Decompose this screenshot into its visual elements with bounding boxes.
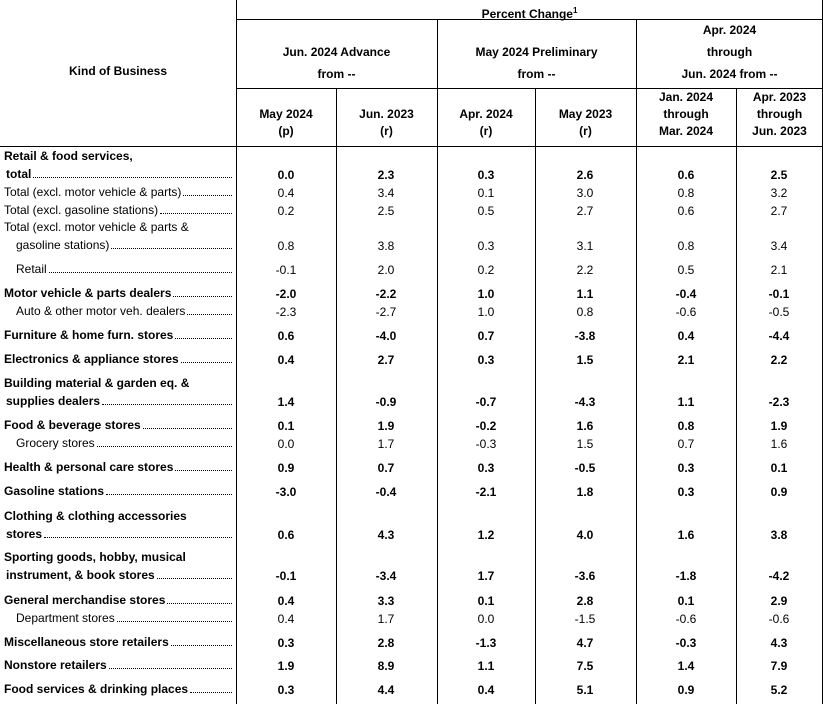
row-label	[4, 327, 232, 344]
row-label	[4, 219, 189, 236]
row-label-text: Retail & food services,	[4, 149, 133, 163]
col-header-4	[535, 106, 636, 140]
value-cell: 2.7	[377, 353, 395, 367]
row-label-text: total	[6, 167, 32, 181]
value-cell: -3.0	[275, 485, 297, 499]
row-label-text: Health & personal care stores	[4, 460, 174, 474]
col-header-4-line1: May 2023	[558, 107, 613, 121]
value-cell: 1.0	[477, 287, 495, 301]
value-cell: -2.7	[375, 305, 397, 319]
value-cell: 0.9	[277, 461, 295, 475]
value-cell: 7.9	[770, 659, 788, 673]
col-header-5	[636, 89, 736, 140]
row-label-text: Department stores	[16, 611, 115, 625]
dot-leader	[171, 636, 232, 646]
col-header-1	[236, 106, 336, 140]
row-label-text: gasoline stations)	[16, 238, 110, 252]
row-label-continued	[4, 237, 232, 254]
group2-line2: from --	[517, 67, 556, 81]
value-cell: 3.8	[770, 528, 788, 542]
dot-leader	[157, 569, 232, 579]
value-cell: 2.7	[770, 204, 788, 218]
value-cell: -0.1	[768, 287, 790, 301]
value-cell: 0.4	[277, 612, 295, 626]
value-cell: 0.3	[277, 636, 295, 650]
value-cell: -4.3	[574, 395, 596, 409]
col-header-1-line2: (p)	[278, 124, 294, 138]
row-label-continued	[4, 567, 232, 584]
value-cell: 8.9	[377, 659, 395, 673]
value-cell: 1.4	[677, 659, 695, 673]
value-cell: 3.3	[377, 594, 395, 608]
value-cell: -0.6	[675, 612, 697, 626]
row-label-text: Total (excl. motor vehicle & parts &	[4, 220, 189, 234]
value-cell: 1.5	[576, 353, 594, 367]
value-cell: 1.4	[277, 395, 295, 409]
dot-leader	[175, 329, 232, 339]
group1-line1: Jun. 2024 Advance	[282, 45, 391, 59]
dot-leader	[187, 305, 232, 315]
col-header-6-line1: Apr. 2023	[752, 90, 807, 104]
value-cell: -0.6	[675, 305, 697, 319]
row-label	[4, 681, 232, 698]
row-label-text: Food services & drinking places	[4, 682, 189, 696]
row-label	[4, 202, 232, 219]
dot-leader	[117, 612, 232, 622]
group1-line2: from --	[317, 67, 356, 81]
value-cell: 2.0	[377, 263, 395, 277]
value-cell: 2.8	[377, 636, 395, 650]
value-cell: 2.7	[576, 204, 594, 218]
value-cell: -0.5	[768, 305, 790, 319]
value-cell: 1.6	[770, 437, 788, 451]
value-cell: 1.9	[377, 419, 395, 433]
row-label-text: Electronics & appliance stores	[4, 352, 179, 366]
value-cell: 1.7	[377, 612, 395, 626]
value-cell: 0.1	[677, 594, 695, 608]
value-cell: -2.1	[475, 485, 497, 499]
value-cell: 0.8	[677, 186, 695, 200]
value-cell: 1.6	[576, 419, 594, 433]
row-label-text: Miscellaneous store retailers	[4, 635, 169, 649]
value-cell: -0.9	[375, 395, 397, 409]
value-cell: 2.5	[770, 168, 788, 182]
row-label-text: Clothing & clothing accessories	[4, 509, 187, 523]
value-cell: 0.4	[477, 683, 495, 697]
value-cell: 0.8	[677, 419, 695, 433]
value-cell: 0.3	[477, 461, 495, 475]
value-cell: 3.4	[377, 186, 395, 200]
value-cell: 2.5	[377, 204, 395, 218]
value-cell: -0.1	[275, 263, 297, 277]
value-cell: 0.3	[477, 168, 495, 182]
row-label	[4, 261, 232, 278]
value-cell: 0.1	[277, 419, 295, 433]
row-label	[4, 375, 189, 392]
value-cell: -0.7	[475, 395, 497, 409]
value-cell: 0.1	[477, 186, 495, 200]
value-cell: -4.4	[768, 329, 790, 343]
percent-change-header	[236, 2, 823, 23]
value-cell: -1.3	[475, 636, 497, 650]
value-cell: 0.2	[277, 204, 295, 218]
value-cell: -0.3	[675, 636, 697, 650]
value-cell: 4.7	[576, 636, 594, 650]
dot-leader	[109, 659, 232, 669]
header-bottom-rule	[0, 146, 823, 147]
row-label-text: Food & beverage stores	[4, 418, 141, 432]
value-cell: -0.5	[574, 461, 596, 475]
dot-leader	[143, 419, 232, 429]
value-cell: 0.4	[277, 353, 295, 367]
row-label	[4, 148, 133, 165]
value-cell: 4.3	[770, 636, 788, 650]
percent-change-title: Percent Change	[481, 7, 573, 21]
dot-leader	[175, 461, 232, 471]
col-header-6-line2: through	[756, 107, 803, 121]
value-cell: 0.4	[277, 186, 295, 200]
col-header-2	[336, 106, 437, 140]
value-cell: 1.8	[576, 485, 594, 499]
row-label-text: Retail	[16, 262, 47, 276]
value-cell: 4.0	[576, 528, 594, 542]
row-label-text: Total (excl. motor vehicle & parts)	[4, 185, 182, 199]
dot-leader	[190, 683, 232, 693]
dot-leader	[111, 239, 232, 249]
value-cell: 0.3	[677, 461, 695, 475]
column-divider	[736, 88, 737, 704]
col-header-4-line2: (r)	[579, 124, 592, 138]
value-cell: -3.6	[574, 569, 596, 583]
value-cell: 1.5	[576, 437, 594, 451]
row-label-text: supplies dealers	[6, 394, 101, 408]
dot-leader	[106, 485, 232, 495]
value-cell: -0.3	[475, 437, 497, 451]
value-cell: 3.2	[770, 186, 788, 200]
value-cell: -0.6	[768, 612, 790, 626]
row-label-text: Furniture & home furn. stores	[4, 328, 174, 342]
value-cell: 0.3	[277, 683, 295, 697]
value-cell: 2.6	[576, 168, 594, 182]
value-cell: 4.4	[377, 683, 395, 697]
group2-line1: May 2024 Preliminary	[475, 45, 598, 59]
row-label	[4, 459, 232, 476]
value-cell: 4.3	[377, 528, 395, 542]
dot-leader	[33, 168, 232, 178]
row-label-text: General merchandise stores	[4, 593, 166, 607]
row-label	[4, 303, 232, 320]
row-label	[4, 351, 232, 368]
value-cell: -0.4	[375, 485, 397, 499]
col-header-6	[736, 89, 823, 140]
value-cell: 1.1	[677, 395, 695, 409]
value-cell: 0.4	[677, 329, 695, 343]
row-label-text: Sporting goods, hobby, musical	[4, 550, 186, 564]
value-cell: 0.8	[677, 239, 695, 253]
col-header-6-line3: Jun. 2023	[752, 124, 807, 138]
value-cell: 0.4	[277, 594, 295, 608]
footnote-marker: 1	[572, 6, 578, 15]
value-cell: -3.4	[375, 569, 397, 583]
value-cell: 0.8	[277, 239, 295, 253]
value-cell: 1.9	[277, 659, 295, 673]
value-cell: 0.9	[770, 485, 788, 499]
group3-line1: Apr. 2024	[702, 23, 757, 37]
value-cell: 0.0	[277, 437, 295, 451]
row-label	[4, 435, 232, 452]
value-cell: 0.1	[770, 461, 788, 475]
row-label	[4, 417, 232, 434]
value-cell: -0.4	[675, 287, 697, 301]
row-label-text: instrument, & book stores	[6, 568, 155, 582]
value-cell: 0.3	[477, 353, 495, 367]
value-cell: 2.3	[377, 168, 395, 182]
row-label-text: Grocery stores	[16, 436, 95, 450]
value-cell: 0.0	[277, 168, 295, 182]
value-cell: 1.7	[377, 437, 395, 451]
value-cell: 0.9	[677, 683, 695, 697]
row-label	[4, 184, 232, 201]
row-label-text: Gasoline stations	[4, 484, 105, 498]
value-cell: -2.3	[275, 305, 297, 319]
value-cell: 0.3	[677, 485, 695, 499]
row-label	[4, 592, 232, 609]
value-cell: 0.6	[277, 528, 295, 542]
value-cell: 3.1	[576, 239, 594, 253]
row-label-continued	[4, 526, 232, 543]
row-label	[4, 634, 232, 651]
value-cell: 0.3	[477, 239, 495, 253]
dot-leader	[49, 263, 232, 273]
col-header-5-line1: Jan. 2024	[658, 90, 714, 104]
col-header-1-line1: May 2024	[259, 107, 313, 121]
value-cell: 0.5	[477, 204, 495, 218]
column-divider	[535, 88, 536, 704]
row-label	[4, 657, 232, 674]
row-label-continued	[4, 166, 232, 183]
col-header-3-line1: Apr. 2024	[459, 107, 513, 121]
value-cell: -2.3	[768, 395, 790, 409]
value-cell: 2.8	[576, 594, 594, 608]
value-cell: -1.5	[574, 612, 596, 626]
column-divider	[336, 88, 337, 704]
group3-line3: Jun. 2024 from --	[681, 67, 778, 81]
group3-line2: through	[706, 45, 753, 59]
row-label	[4, 508, 187, 525]
dot-leader	[167, 594, 232, 604]
value-cell: -2.2	[375, 287, 397, 301]
value-cell: 0.1	[477, 594, 495, 608]
value-cell: 7.5	[576, 659, 594, 673]
dot-leader	[181, 353, 232, 363]
value-cell: -0.2	[475, 419, 497, 433]
value-cell: 0.7	[477, 329, 495, 343]
value-cell: 1.7	[477, 569, 495, 583]
value-cell: 2.1	[677, 353, 695, 367]
value-cell: 0.6	[677, 204, 695, 218]
row-label-text: Auto & other motor veh. dealers	[16, 304, 186, 318]
value-cell: 1.1	[477, 659, 495, 673]
value-cell: 1.9	[770, 419, 788, 433]
row-label-text: Total (excl. gasoline stations)	[4, 203, 159, 217]
value-cell: -2.0	[275, 287, 297, 301]
row-label	[4, 285, 232, 302]
value-cell: 0.7	[377, 461, 395, 475]
dot-leader	[160, 204, 232, 214]
value-cell: 3.4	[770, 239, 788, 253]
value-cell: -4.2	[768, 569, 790, 583]
value-cell: 1.2	[477, 528, 495, 542]
col-header-5-line3: Mar. 2024	[658, 124, 714, 138]
row-label	[4, 610, 232, 627]
value-cell: 0.8	[576, 305, 594, 319]
col-header-5-line2: through	[663, 107, 709, 121]
kind-of-business-header: Kind of Business	[68, 64, 167, 78]
value-cell: 3.0	[576, 186, 594, 200]
dot-leader	[102, 395, 232, 405]
dot-leader	[97, 437, 232, 447]
dot-leader	[44, 528, 232, 538]
value-cell: 1.0	[477, 305, 495, 319]
value-cell: -0.1	[275, 569, 297, 583]
col-header-2-line2: (r)	[380, 124, 393, 138]
value-cell: 0.2	[477, 263, 495, 277]
col-header-2-line1: Jun. 2023	[359, 107, 414, 121]
value-cell: 0.5	[677, 263, 695, 277]
dot-leader	[183, 186, 232, 196]
value-cell: -3.8	[574, 329, 596, 343]
value-cell: 2.2	[576, 263, 594, 277]
value-cell: 0.6	[277, 329, 295, 343]
value-cell: 2.1	[770, 263, 788, 277]
value-cell: -1.8	[675, 569, 697, 583]
col-header-3	[437, 106, 535, 140]
value-cell: 5.1	[576, 683, 594, 697]
row-label-text: Nonstore retailers	[4, 658, 107, 672]
row-label	[4, 483, 232, 500]
value-cell: 5.2	[770, 683, 788, 697]
row-label-text: Building material & garden eq. &	[4, 376, 190, 390]
value-cell: 2.9	[770, 594, 788, 608]
row-label-text: stores	[6, 527, 43, 541]
dot-leader	[173, 287, 232, 297]
value-cell: 1.6	[677, 528, 695, 542]
row-label	[4, 549, 186, 566]
row-label-continued	[4, 393, 232, 410]
value-cell: -4.0	[375, 329, 397, 343]
value-cell: 1.1	[576, 287, 594, 301]
value-cell: 0.0	[477, 612, 495, 626]
value-cell: 0.6	[677, 168, 695, 182]
value-cell: 2.2	[770, 353, 788, 367]
row-label-text: Motor vehicle & parts dealers	[4, 286, 172, 300]
value-cell: 3.8	[377, 239, 395, 253]
col-header-3-line2: (r)	[479, 124, 493, 138]
value-cell: 0.7	[677, 437, 695, 451]
